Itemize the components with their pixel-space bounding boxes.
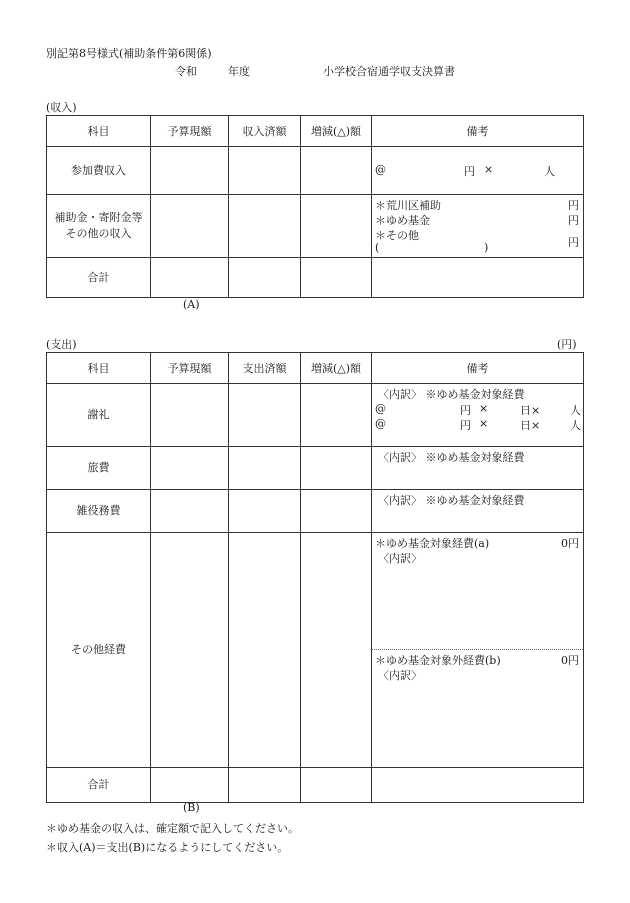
income-row-subsidy: [47, 195, 584, 258]
remarks-cell[interactable]: @ 円 × 人: [372, 147, 584, 195]
income-total-marker: (A): [183, 298, 200, 311]
remarks-cell[interactable]: 〈内訳〉 ※ゆめ基金対象経費: [372, 490, 584, 533]
subject-cell: 合計: [47, 768, 151, 803]
income-row-participation: [47, 147, 584, 195]
spent-cell[interactable]: [229, 384, 301, 447]
remarks-cell[interactable]: ＊ゆめ基金対象経費(a) 0円 〈内訳〉 ＊ゆめ基金対象外経費(b) 0円 〈内訳〉: [372, 533, 584, 768]
budget-cell[interactable]: [151, 533, 229, 768]
col-budget: 予算現額: [151, 353, 229, 384]
era-label: 令和: [175, 65, 197, 78]
budget-cell[interactable]: [151, 768, 229, 803]
col-subject: 科目: [47, 116, 151, 147]
difference-cell[interactable]: [301, 447, 372, 490]
expense-row-honorarium: [47, 384, 584, 447]
expense-row-other: [47, 533, 584, 768]
income-header-row: [47, 116, 584, 147]
col-spent: 支出済額: [229, 353, 301, 384]
unit-label: (円): [557, 338, 577, 351]
subject-cell: 旅費: [47, 447, 151, 490]
received-cell[interactable]: [229, 195, 301, 258]
col-subject: 科目: [47, 353, 151, 384]
difference-cell[interactable]: [301, 384, 372, 447]
footnote-2: ＊収入(A)＝支出(B)になるようにしてください。: [46, 841, 289, 854]
col-difference: 増減(△)額: [301, 116, 372, 147]
difference-cell[interactable]: [301, 490, 372, 533]
subject-cell: 合計: [47, 258, 151, 298]
subject-cell: 謝礼: [47, 384, 151, 447]
subject-cell: 雑役務費: [47, 490, 151, 533]
spent-cell[interactable]: [229, 490, 301, 533]
spent-cell[interactable]: [229, 768, 301, 803]
budget-cell[interactable]: [151, 447, 229, 490]
expense-section-label: (支出): [46, 338, 77, 351]
document-title: 小学校合宿通学収支決算書: [323, 65, 455, 78]
spent-cell[interactable]: [229, 447, 301, 490]
expense-table: [46, 352, 584, 803]
col-budget: 予算現額: [151, 116, 229, 147]
col-difference: 増減(△)額: [301, 353, 372, 384]
remarks-cell[interactable]: 〈内訳〉 ※ゆめ基金対象経費: [372, 447, 584, 490]
subject-cell: 補助金・寄附金等 その他の収入: [47, 195, 151, 258]
difference-cell[interactable]: [301, 195, 372, 258]
budget-cell[interactable]: [151, 147, 229, 195]
difference-cell[interactable]: [301, 258, 372, 298]
expense-row-total: [47, 768, 584, 803]
form-id: 別記第8号様式(補助条件第6関係): [46, 47, 212, 60]
remarks-cell[interactable]: ＊荒川区補助 円 ＊ゆめ基金 円 ＊その他 円 ( ): [372, 195, 584, 258]
expense-header-row: [47, 353, 584, 384]
budget-cell[interactable]: [151, 384, 229, 447]
expense-total-marker: (B): [183, 801, 200, 814]
footnote-1: ＊ゆめ基金の収入は、確定額で記入してください。: [46, 822, 299, 835]
col-remarks: 備考: [372, 353, 584, 384]
difference-cell[interactable]: [301, 533, 372, 768]
expense-row-services: [47, 490, 584, 533]
col-remarks: 備考: [372, 116, 584, 147]
remarks-cell[interactable]: 〈内訳〉 ※ゆめ基金対象経費 @ 円 × 日× 人 @ 円 × 日× 人: [372, 384, 584, 447]
difference-cell[interactable]: [301, 768, 372, 803]
expense-row-travel: [47, 447, 584, 490]
divider: [372, 649, 583, 650]
received-cell[interactable]: [229, 147, 301, 195]
budget-cell[interactable]: [151, 195, 229, 258]
subject-cell: その他経費: [47, 533, 151, 768]
year-label: 年度: [228, 65, 250, 78]
difference-cell[interactable]: [301, 147, 372, 195]
budget-cell[interactable]: [151, 258, 229, 298]
income-row-total: [47, 258, 584, 298]
subject-cell: 参加費収入: [47, 147, 151, 195]
remarks-cell[interactable]: [372, 768, 584, 803]
spent-cell[interactable]: [229, 533, 301, 768]
budget-cell[interactable]: [151, 490, 229, 533]
remarks-cell[interactable]: [372, 258, 584, 298]
income-section-label: (収入): [46, 101, 77, 114]
received-cell[interactable]: [229, 258, 301, 298]
income-table: [46, 115, 584, 298]
col-received: 収入済額: [229, 116, 301, 147]
